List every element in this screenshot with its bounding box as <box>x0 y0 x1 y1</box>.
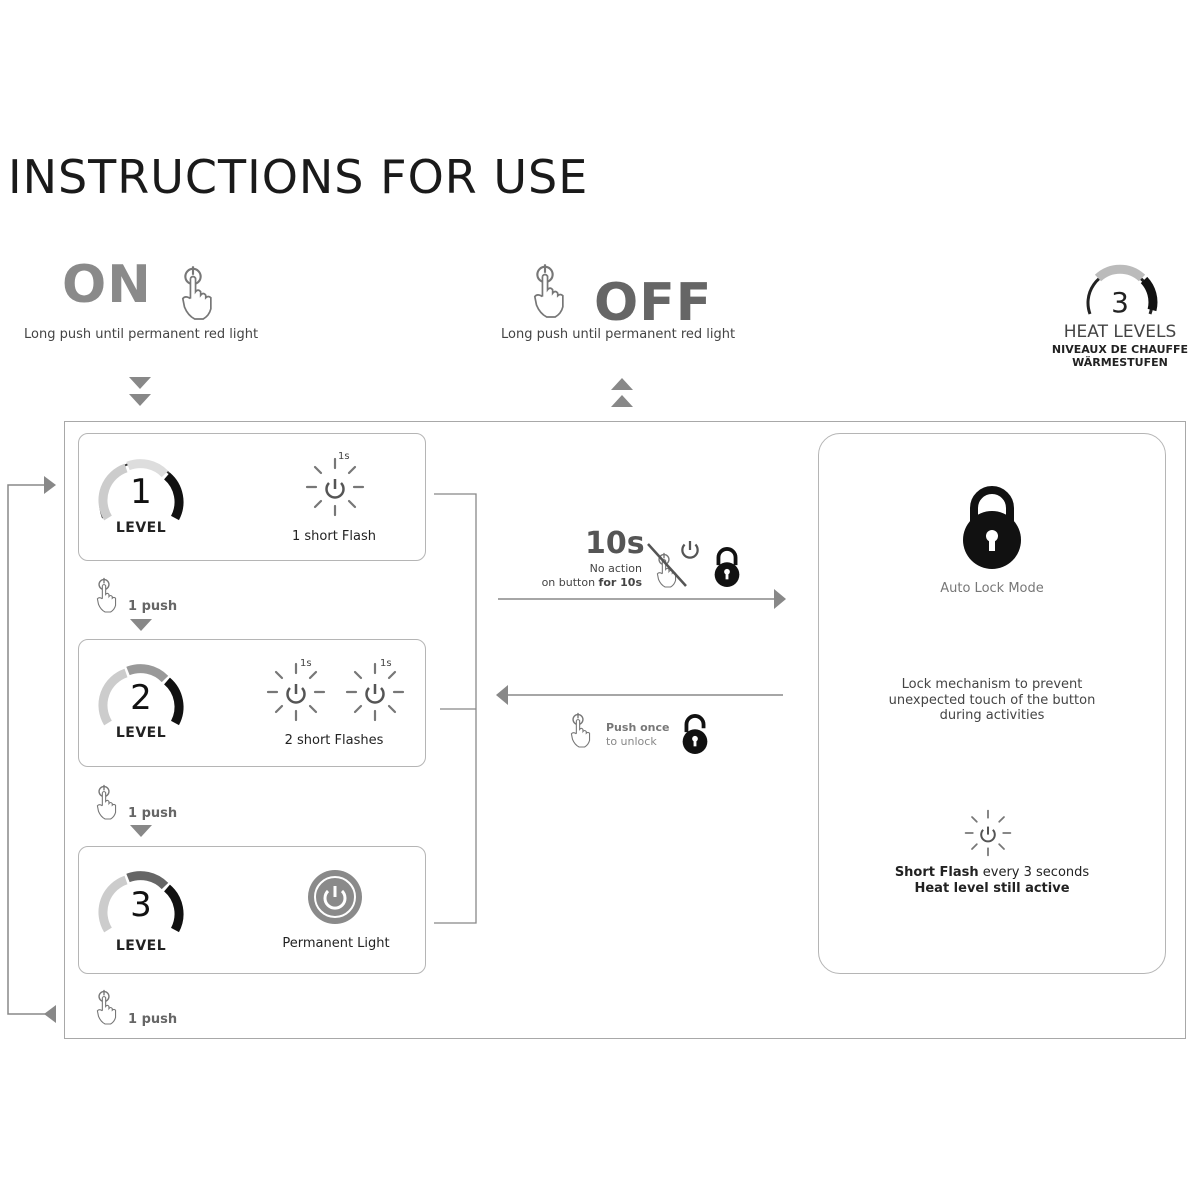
push-hand-icon-1 <box>97 578 115 612</box>
level-3-number: 3 <box>130 885 152 925</box>
level-2-indicator: 2 short Flashes <box>284 733 384 748</box>
unlock-arrow-head <box>496 685 508 705</box>
loop-arrow <box>8 485 50 1014</box>
level-2-flash-time-2: 1s <box>380 658 392 669</box>
auto-lock-title: Auto Lock Mode <box>940 581 1044 596</box>
heat-levels-number: 3 <box>1111 286 1129 319</box>
heat-levels-de: WÄRMESTUFEN <box>1072 356 1168 369</box>
heat-levels-title: HEAT LEVELS <box>1063 322 1177 342</box>
heat-levels-fr: NIVEAUX DE CHAUFFE <box>1051 343 1189 356</box>
level-1-word: LEVEL <box>115 520 167 536</box>
push-down-arrow-icon-2 <box>130 825 152 837</box>
no-touch-hand-icon <box>648 544 686 587</box>
level-2-number: 2 <box>130 678 152 718</box>
level-1-number: 1 <box>130 472 152 512</box>
off-up-arrows-icon <box>611 378 633 407</box>
lock-desc-line3: during activities <box>939 708 1045 723</box>
off-hand-icon <box>535 264 563 317</box>
no-action-line1: No action <box>589 562 642 575</box>
level-1-flash-icon <box>307 459 363 515</box>
push-hand-icon-3 <box>97 990 115 1024</box>
off-label: OFF <box>594 273 713 333</box>
no-action-line2-prefix: on button <box>541 576 599 589</box>
heat-level-status: Heat level still active <box>914 881 1070 896</box>
short-flash-icon <box>966 811 1011 856</box>
level-2-flash-time-1: 1s <box>300 658 312 669</box>
loop-arrow-head-left <box>44 1005 56 1023</box>
level-1-indicator: 1 short Flash <box>291 529 376 544</box>
unlock-line1: Push once <box>606 721 670 734</box>
level-3-permanent-light-icon <box>308 870 362 924</box>
level-2-flash-icon-2 <box>347 664 403 720</box>
level-2-word: LEVEL <box>115 725 167 741</box>
off-caption: Long push until permanent red light <box>501 327 736 342</box>
on-hand-icon <box>183 266 211 319</box>
level-2-flash-icon-1 <box>268 664 324 720</box>
on-label: ON <box>62 255 152 315</box>
push-label-1: 1 push <box>128 599 178 614</box>
unlock-hand-icon <box>571 713 589 747</box>
lock-desc-line2: unexpected touch of the button <box>888 693 1096 708</box>
lock-open-small-icon <box>683 716 708 754</box>
lock-closed-small-icon <box>715 549 740 587</box>
level-1-flash-time: 1s <box>338 451 350 462</box>
short-flash-suffix: every 3 seconds <box>978 865 1090 880</box>
levels-bracket <box>434 494 476 923</box>
no-action-power-icon <box>682 541 697 558</box>
short-flash-text <box>818 865 1166 880</box>
unlock-line2: to unlock <box>606 735 657 748</box>
short-flash-prefix: Short Flash <box>894 865 979 880</box>
level-3-word: LEVEL <box>115 938 167 954</box>
loop-arrow-head-right <box>44 476 56 494</box>
no-action-line2 <box>510 576 642 589</box>
auto-lock-padlock-icon <box>963 490 1021 569</box>
push-down-arrow-icon-1 <box>130 619 152 631</box>
push-hand-icon-2 <box>97 785 115 819</box>
on-caption: Long push until permanent red light <box>24 327 259 342</box>
no-action-line2-bold: for 10s <box>598 576 642 589</box>
lock-arrow-head <box>774 589 786 609</box>
timer-label: 10s <box>585 526 645 561</box>
on-down-arrows-icon <box>129 377 151 406</box>
page-title: INSTRUCTIONS FOR USE <box>8 150 589 204</box>
level-3-indicator: Permanent Light <box>282 936 390 951</box>
lock-desc-line1: Lock mechanism to prevent <box>901 677 1083 692</box>
push-label-3: 1 push <box>128 1012 178 1027</box>
push-label-2: 1 push <box>128 806 178 821</box>
